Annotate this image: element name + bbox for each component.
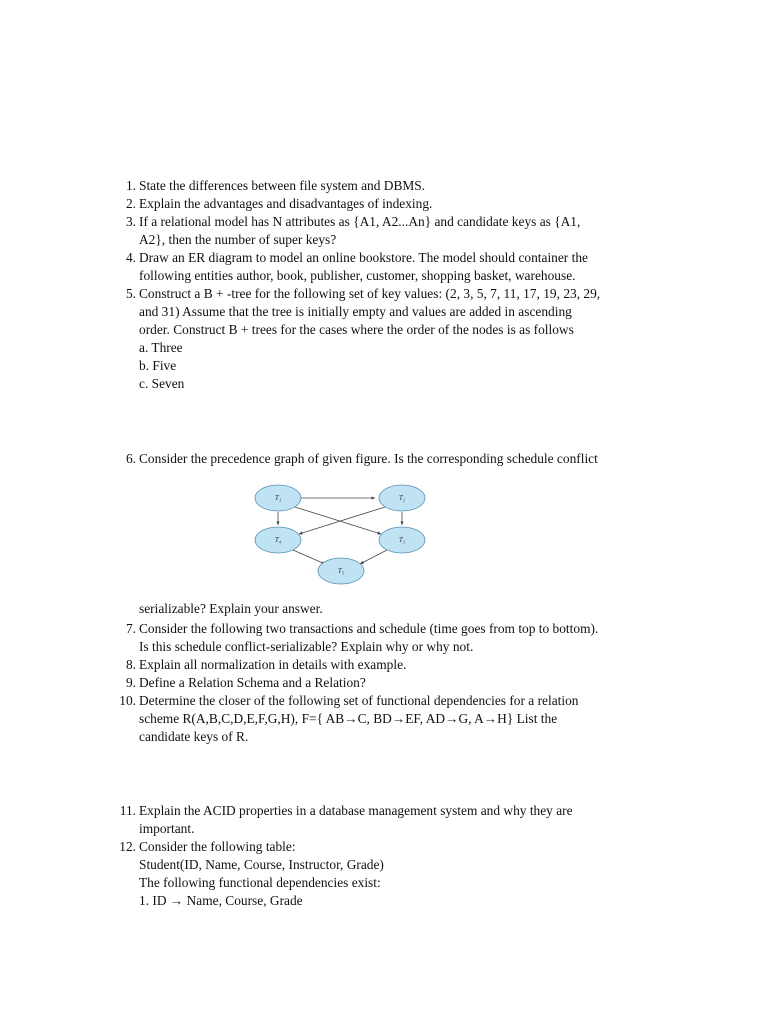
svg-text:T₁: T₁ [274, 494, 282, 502]
question-text: Consider the following table: [139, 839, 296, 854]
edge-t4-t5 [293, 550, 325, 564]
question-6-continuation: serializable? Explain your answer. [139, 601, 323, 616]
edge-t2-t4 [299, 507, 385, 534]
question-text: Construct a B + -tree for the following set of key values: (2, 3, 5, 7, 11, 17, 19, 23, 29, [139, 286, 601, 301]
functional-dependency: 1. ID → Name, Course, Grade [139, 893, 303, 908]
option-c: c. Seven [139, 376, 185, 391]
option-a: a. Three [139, 340, 183, 355]
node-t1 [255, 485, 301, 511]
question-number: 7. [125, 621, 136, 636]
question-text: Consider the precedence graph of given figure. Is the corresponding schedule conflict [139, 451, 598, 466]
question-text: Define a Relation Schema and a Relation? [139, 675, 366, 690]
node-t4 [255, 527, 301, 553]
table-schema: Student(ID, Name, Course, Instructor, Grade) [139, 857, 384, 872]
question-number: 5. [125, 286, 136, 301]
question-number: 8. [125, 657, 136, 672]
question-text: candidate keys of R. [139, 729, 249, 744]
svg-text:T₄: T₄ [274, 536, 282, 544]
node-t5 [318, 558, 364, 584]
question-number: 6. [125, 451, 136, 466]
question-text: A2}, then the number of super keys? [139, 232, 337, 247]
svg-text:T₂: T₂ [398, 494, 406, 502]
node-t3 [379, 527, 425, 553]
question-text: If a relational model has N attributes as {A1, A2...An} and candidate keys as {A1, [139, 214, 581, 229]
question-text: Explain all normalization in details with example. [139, 657, 407, 672]
question-text: Explain the advantages and disadvantages of indexing. [139, 196, 433, 211]
question-text: Determine the closer of the following set of functional dependencies for a relation [139, 693, 579, 708]
question-text: Explain the ACID properties in a database management system and why they are [139, 803, 573, 818]
svg-text:T₃: T₃ [398, 536, 406, 544]
question-number: 1. [125, 178, 136, 193]
option-b: b. Five [139, 358, 177, 373]
question-number: 11. [119, 803, 136, 818]
question-text: Consider the following two transactions and schedule (time goes from top to bottom). [139, 621, 599, 636]
question-number: 10. [119, 693, 136, 708]
edge-t1-t3 [295, 507, 381, 534]
question-number: 4. [125, 250, 136, 265]
question-text: Draw an ER diagram to model an online bookstore. The model should container the [139, 250, 588, 265]
question-text: The following functional dependencies exist: [139, 875, 381, 890]
question-number: 9. [125, 675, 136, 690]
question-number: 2. [125, 196, 136, 211]
question-text: order. Construct B + trees for the cases where the order of the nodes is as follows [139, 322, 574, 337]
node-t2 [379, 485, 425, 511]
precedence-graph-figure [205, 478, 467, 590]
question-text: and 31) Assume that the tree is initially empty and values are added in ascending [139, 304, 572, 319]
question-text: important. [139, 821, 195, 836]
question-text: scheme R(A,B,C,D,E,F,G,H), F={ AB→C, BD→EF, AD→G, A→H} List the [139, 711, 558, 726]
question-text: Is this schedule conflict-serializable? Explain why or why not. [139, 639, 474, 654]
question-number: 12. [119, 839, 136, 854]
edge-t3-t5 [360, 550, 387, 564]
svg-text:T₅: T₅ [337, 567, 345, 575]
precedence-graph [205, 478, 467, 590]
question-text: following entities author, book, publisher, customer, shopping basket, warehouse. [139, 268, 576, 283]
question-text: State the differences between file system and DBMS. [139, 178, 426, 193]
question-number: 3. [125, 214, 136, 229]
